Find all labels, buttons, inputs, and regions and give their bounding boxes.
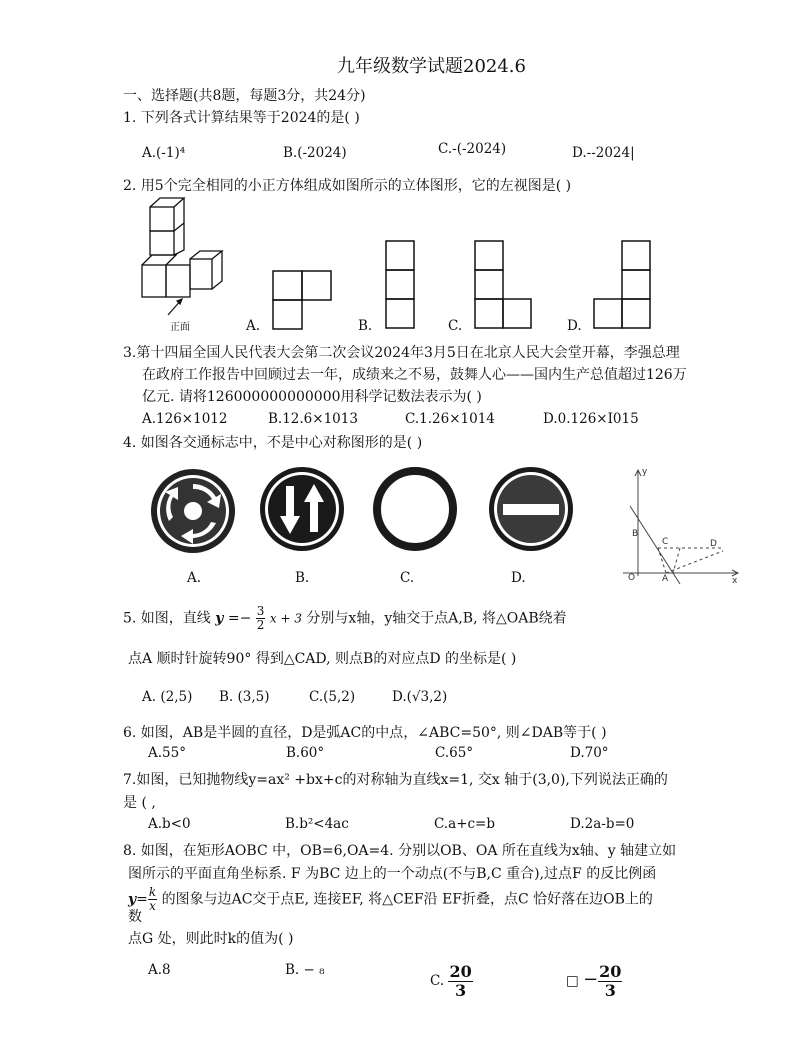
two-way-traffic-sign-icon[interactable]: [259, 466, 345, 552]
q8-option-d-sign: −: [583, 969, 599, 990]
no-entry-sign-icon[interactable]: [488, 466, 574, 552]
q4-option-c[interactable]: C.: [400, 570, 415, 586]
q5-eq-tail: x + 3: [269, 611, 302, 626]
q3-option-c[interactable]: C.1.26×1014: [405, 411, 495, 427]
q5-option-a[interactable]: A. (2,5): [142, 689, 193, 705]
q8-option-c-label: C.: [430, 973, 445, 989]
q5-coordinate-graph: [618, 466, 748, 586]
q3-option-b[interactable]: B.12.6×1013: [268, 411, 358, 427]
q7-option-c[interactable]: C.a+c=b: [434, 816, 496, 832]
graph-b-label: B: [632, 529, 639, 539]
q4-stem: 4. 如图各交通标志中，不是中心对称图形的是( ): [123, 435, 423, 451]
q2-cube-figure: [138, 195, 238, 335]
q8-fraction: [148, 886, 157, 913]
q1-stem: 1. 下列各式计算结果等于2024的是( ): [123, 110, 360, 126]
q6-stem: 6. 如图，AB是半圆的直径，D是弧AC的中点，∠ABC=50°, 则∠DAB等于( ): [123, 725, 607, 741]
q8-shu: 数: [128, 909, 142, 925]
q1-option-d[interactable]: D.--2024|: [572, 145, 635, 161]
q2-option-b[interactable]: B.: [358, 318, 373, 334]
q8-option-a[interactable]: A.8: [148, 962, 171, 978]
q6-option-c[interactable]: C.65°: [435, 745, 474, 761]
q5-eq-equals: =: [227, 610, 240, 627]
q1-option-c[interactable]: C.-(-2024): [438, 141, 507, 157]
q8-eq-y: y: [128, 891, 137, 908]
q5-eq-minus: −: [239, 610, 252, 627]
q7-option-a[interactable]: A.b<0: [148, 816, 191, 832]
graph-y-label: y: [642, 467, 648, 477]
ring-sign-icon[interactable]: [372, 466, 458, 552]
graph-a-label: A: [662, 574, 669, 584]
q2-view-b[interactable]: [385, 240, 415, 330]
page-title: 九年级数学试题2024.6: [337, 56, 526, 77]
graph-x-label: x: [732, 576, 738, 586]
front-label: 正面: [170, 322, 190, 333]
q4-option-d[interactable]: D.: [511, 570, 526, 586]
q2-option-a[interactable]: A.: [246, 318, 261, 334]
q5-line1: [123, 605, 567, 632]
q8-option-d-fraction: [598, 963, 622, 1000]
roundabout-sign-icon[interactable]: [150, 468, 236, 554]
q5-suffix: 分别与x轴，y轴交于点A,B, 将△OAB绕着: [306, 610, 567, 627]
q2-view-c[interactable]: [474, 240, 532, 330]
graph-o-label: O: [628, 573, 636, 583]
q5-frac-num: 3: [256, 604, 265, 618]
q3-option-d[interactable]: D.0.126×I015: [543, 411, 639, 427]
q1-option-a[interactable]: A.(-1)⁴: [142, 145, 186, 161]
q8-option-d-num: 20: [599, 962, 622, 981]
q8-option-c[interactable]: [430, 963, 473, 1000]
q1-option-b[interactable]: B.(-2024): [283, 145, 347, 161]
q4-option-a[interactable]: A.: [187, 570, 202, 586]
q8-option-d[interactable]: [566, 963, 622, 1000]
q8-line2: 图所示的平面直角坐标系. F 为BC 边上的一个动点(不与B,C 重合),过点F 的反比例函: [128, 866, 657, 882]
q2-view-d[interactable]: [593, 240, 651, 330]
q8-option-d-label: □: [566, 973, 579, 989]
q8-line3: [128, 886, 653, 913]
q8-option-c-fraction: [448, 963, 472, 1000]
q2-option-c[interactable]: C.: [448, 318, 463, 334]
q8-frac-den: x: [149, 899, 156, 913]
q2-view-a[interactable]: [272, 270, 332, 330]
q3-line1: 3.第十四届全国人民代表大会第二次会议2024年3月5日在北京人民大会堂开幕，李强总理: [123, 345, 680, 361]
graph-c-label: C: [662, 537, 669, 547]
q8-line3-text: 的图象与边AC交于点E, 连接EF, 将△CEF沿 EF折叠，点C 恰好落在边OB上的: [161, 891, 653, 908]
q2-stem: 2. 用5个完全相同的小正方体组成如图所示的立体图形，它的左视图是( ): [123, 178, 572, 194]
q3-line2: 在政府工作报告中回顾过去一年，成绩来之不易，鼓舞人心——国内生产总值超过126万: [142, 367, 687, 383]
section-heading: 一、选择题(共8题，每题3分，共24分): [123, 88, 366, 104]
q3-option-a[interactable]: A.126×1012: [142, 411, 228, 427]
q5-eq-y: y: [215, 610, 224, 627]
q3-line3: 亿元. 请将126000000000000用科学记数法表示为( ): [142, 389, 482, 405]
q6-option-b[interactable]: B.60°: [286, 745, 325, 761]
graph-d-label: D: [710, 539, 717, 549]
q5-option-b[interactable]: B. (3,5): [219, 689, 270, 705]
q6-option-a[interactable]: A.55°: [148, 745, 186, 761]
q6-option-d[interactable]: D.70°: [570, 745, 609, 761]
q5-option-d[interactable]: D.(√3,2): [392, 689, 448, 705]
q5-option-c[interactable]: C.(5,2): [309, 689, 356, 705]
q7-option-d[interactable]: D.2a-b=0: [570, 816, 635, 832]
q8-line4: 点G 处，则此时k的值为( ): [128, 931, 294, 947]
q8-eq-equals: =: [136, 891, 148, 908]
q5-frac-den: 2: [256, 618, 265, 632]
q7-option-b[interactable]: B.b²<4ac: [285, 816, 349, 832]
q8-option-c-num: 20: [449, 962, 472, 981]
q4-option-b[interactable]: B.: [295, 570, 310, 586]
q8-option-b[interactable]: B. − ₈: [285, 962, 325, 978]
q8-option-c-den: 3: [455, 981, 467, 1000]
q7-line2: 是 ( ,: [123, 795, 156, 811]
q8-line1: 8. 如图，在矩形AOBC 中，OB=6,OA=4. 分别以OB、OA 所在直线为x轴、y 轴建立如: [123, 843, 677, 859]
q5-fraction: [256, 605, 266, 632]
q7-line1: 7.如图，已知抛物线y=ax² +bx+c的对称轴为直线x=1, 交x 轴于(3,0),下列说法正确的: [123, 772, 668, 788]
q8-frac-num: k: [148, 885, 157, 899]
q2-option-d[interactable]: D.: [567, 318, 582, 334]
q5-line2: 点A 顺时针旋转90° 得到△CAD, 则点B的对应点D 的坐标是( ): [128, 651, 517, 667]
q5-prefix: 5. 如图，直线: [123, 610, 211, 627]
q8-option-d-den: 3: [604, 981, 616, 1000]
